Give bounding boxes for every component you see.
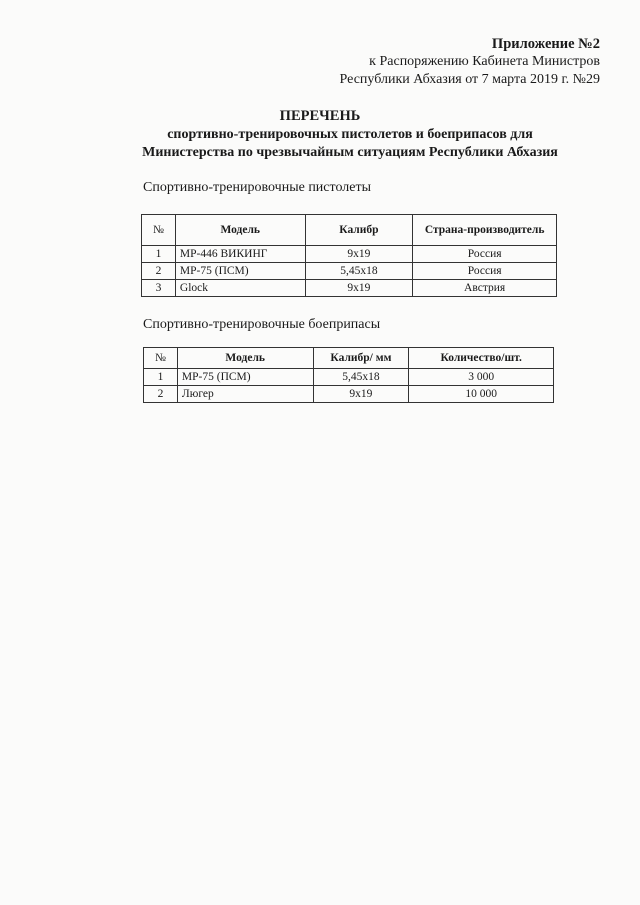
- caliber-cell: 5,45х18: [313, 369, 409, 386]
- column-header: Модель: [175, 215, 305, 246]
- caliber-cell: 9х19: [305, 246, 413, 263]
- row-number: 2: [142, 263, 176, 280]
- caliber-cell: 9х19: [305, 280, 413, 297]
- country-cell: Россия: [413, 246, 557, 263]
- column-header: №: [142, 215, 176, 246]
- row-number: 1: [144, 369, 178, 386]
- appendix-line-2: Республики Абхазия от 7 марта 2019 г. №29: [339, 72, 600, 87]
- appendix-title: Приложение №2: [491, 36, 600, 52]
- appendix-line-1: к Распоряжению Кабинета Министров: [369, 54, 600, 69]
- column-header: Модель: [177, 348, 313, 369]
- ammo-section-label: Спортивно-тренировочные боеприпасы: [143, 317, 381, 332]
- appendix-header: [340, 35, 600, 89]
- table-row: [142, 246, 557, 263]
- caliber-cell: 9х19: [313, 386, 409, 403]
- column-header: Калибр: [305, 215, 413, 246]
- column-header: №: [144, 348, 178, 369]
- caliber-cell: 5,45х18: [305, 263, 413, 280]
- subtitle-line-1: спортивно-тренировочных пистолетов и боеприпасов для: [167, 127, 533, 142]
- quantity-cell: 10 000: [409, 386, 554, 403]
- column-header: Калибр/ мм: [313, 348, 409, 369]
- table-row: [144, 369, 554, 386]
- country-cell: Россия: [413, 263, 557, 280]
- table-row: [142, 280, 557, 297]
- model-cell: Glock: [175, 280, 305, 297]
- table-row: [142, 263, 557, 280]
- column-header: Количество/шт.: [409, 348, 554, 369]
- table-row: [144, 386, 554, 403]
- pistols-section-label: Спортивно-тренировочные пистолеты: [143, 180, 371, 195]
- column-header: Страна-производитель: [413, 215, 557, 246]
- pistols-table: [141, 214, 557, 297]
- row-number: 3: [142, 280, 176, 297]
- row-number: 1: [142, 246, 176, 263]
- model-cell: МР-75 (ПСМ): [177, 369, 313, 386]
- quantity-cell: 3 000: [409, 369, 554, 386]
- model-cell: МР-446 ВИКИНГ: [175, 246, 305, 263]
- model-cell: МР-75 (ПСМ): [175, 263, 305, 280]
- table-header-row: [142, 215, 557, 246]
- model-cell: Люгер: [177, 386, 313, 403]
- row-number: 2: [144, 386, 178, 403]
- country-cell: Австрия: [413, 280, 557, 297]
- table-header-row: [144, 348, 554, 369]
- ammo-table: [143, 347, 554, 403]
- document-title: ПЕРЕЧЕНЬ: [279, 108, 361, 124]
- subtitle-line-2: Министерства по чрезвычайным ситуациям Республики Абхазия: [142, 145, 558, 160]
- document-subtitle: [100, 126, 600, 162]
